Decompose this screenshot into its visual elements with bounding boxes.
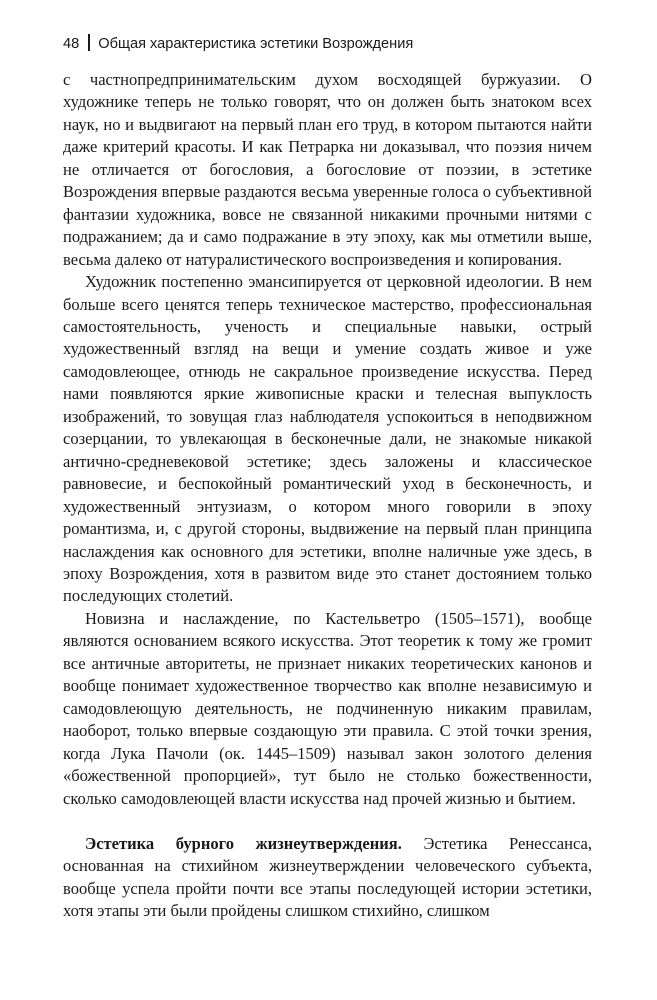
running-title: Общая характеристика эстетики Возрождения — [98, 36, 414, 52]
paragraph-4 — [63, 833, 592, 923]
paragraph-3: Новизна и наслаждение, по Кастельветро (1505–1571), вообще являются основанием всякого искусства. Этот теоретик к тому же громит все античные авторитеты, не признает никаких теоретических канонов и вообще понимает художественное творчество как вполне независимую и самодовлеющую деятельность, не подчиненную никаким правилам, наоборот, только впервые создающую эти правила. С этой точки зрения, когда Лука Пачоли (ок. 1445–1509) называл закон золотого деления «божественной пропорцией», тут было не столько божественности, сколько самодовлеющей власти искусства над прочей жизнью и бытием. — [63, 608, 592, 808]
header-divider — [88, 34, 90, 51]
paragraph-2: Художник постепенно эмансипируется от церковной идеологии. В нем больше всего ценятся теперь техническое мастерство, профессиональная самостоятельность, ученость и специальные навыки, острый художественный взгляд на вещи и умение создать живое и уже самодовлеющее, отнюдь не сакральное произведение искусства. Перед нами появляются яркие живописные краски и телесная выпуклость изображений, то зовущая глаз наблюдателя успокоиться в неподвижном созерцании, то увлекающая в бесконечные дали, не знакомые никакой антично-средневековой эстетике; здесь заложены и классическое равновесие, и беспокойный романтический уход в бесконечность, и художественный энтузиазм, о котором много говорили в эпоху романтизма, и, с другой стороны, выдвижение на первый план принципа наслаждения как основного для эстетики, вполне наличные уже здесь, в эпоху Возрождения, хотя в развитом виде это станет достоянием только последующих столетий. — [63, 272, 592, 606]
section-heading: Эстетика бурного жизнеутверждения. — [85, 833, 402, 853]
paragraph-1: с частнопредпринимательским духом восходящей буржуазии. О художнике теперь не только говорят, что он должен быть знатоком всех наук, но и выдвигают на первый план его труд, в котором пытаются найти даже критерий красоты. И как Петрарка ни доказывал, что поэзия ничем не отличается от богословия, а богословие от поэзии, в эстетике Возрождения впервые раздаются весьма уверенные голоса о субъективной фантазии художника, вовсе не связанной никакими прочными нитями с подражанием; да и само подражание в эту эпоху, как мы отметили выше, весьма далеко от натуралистического воспроизведения и копирования. — [63, 70, 592, 269]
section-body: Эстетика Ренессанса, основанная на стихийном жизнеутверждении человеческого субъекта, вообще успела пройти почти все этапы последующей истории эстетики, хотя этапы эти были пройдены слишком стихийно, слишком — [63, 833, 592, 921]
running-header — [63, 32, 623, 56]
page-number: 48 — [63, 36, 80, 52]
body-text — [63, 69, 592, 923]
